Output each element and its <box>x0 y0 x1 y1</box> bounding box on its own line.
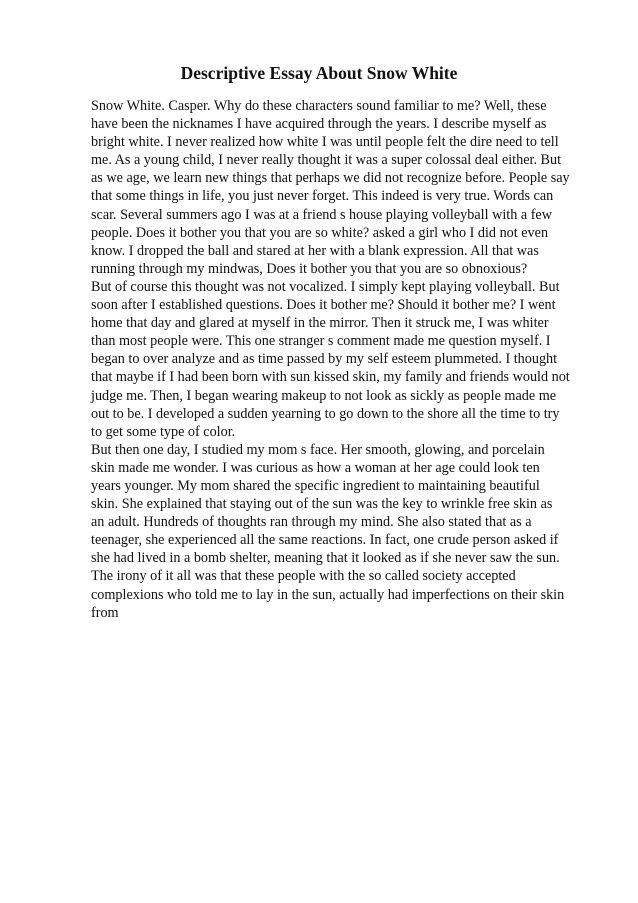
essay-title: Descriptive Essay About Snow White <box>180 63 458 83</box>
essay-line: an adult. Hundreds of thoughts ran through my mind. She also stated that as a <box>91 514 532 531</box>
essay-line: know. I dropped the ball and stared at her with a blank expression. All that was <box>91 242 539 259</box>
essay-line: from <box>91 604 119 621</box>
essay-line: judge me. Then, I began wearing makeup to not look as sickly as people made me <box>91 387 557 404</box>
essay-body <box>91 97 591 622</box>
essay-line: out to be. I developed a sudden yearning to go down to the shore all the time to try <box>91 405 560 422</box>
essay-line: soon after I established questions. Does it bother me? Should it bother me? I went <box>91 297 556 314</box>
essay-line: than most people were. This one stranger s comment made me question myself. I <box>91 333 551 350</box>
essay-line: running through my mindwas, Does it bother you that you are so obnoxious? <box>91 260 528 277</box>
essay-line: as we age, we learn new things that perhaps we did not recognize before. People say <box>91 170 570 187</box>
essay-line: to get some type of color. <box>91 423 236 440</box>
essay-line: But then one day, I studied my mom s face. Her smooth, glowing, and porcelain <box>91 441 545 458</box>
essay-line: complexions who told me to lay in the sun, actually had imperfections on their skin <box>91 586 565 603</box>
essay-line: skin. She explained that staying out of the sun was the key to wrinkle free skin as <box>91 496 553 513</box>
essay-line: The irony of it all was that these people with the so called society accepted <box>91 568 516 585</box>
essay-line: bright white. I never realized how white I was until people felt the dire need to tell <box>91 134 559 151</box>
essay-line: that some things in life, you just never forget. This indeed is very true. Words can <box>91 188 554 205</box>
essay-line: teenager, she experienced all the same reactions. In fact, one crude person asked if <box>91 532 559 549</box>
essay-line: began to over analyze and as time passed by my self esteem plummeted. I thought <box>91 351 558 368</box>
essay-line: home that day and glared at myself in the mirror. Then it struck me, I was whiter <box>91 315 549 332</box>
essay-line: she had lived in a bomb shelter, meaning that it looked as if she never saw the sun. <box>91 550 560 567</box>
essay-line: Snow White. Casper. Why do these characters sound familiar to me? Well, these <box>91 98 547 114</box>
essay-line: me. As a young child, I never really thought it was a super colossal deal either. But <box>91 152 562 169</box>
essay-line: scar. Several summers ago I was at a friend s house playing volleyball with a few <box>91 206 552 223</box>
essay-line: skin made me wonder. I was curious as how a woman at her age could look ten <box>91 459 540 476</box>
essay-line: But of course this thought was not vocalized. I simply kept playing volleyball. But <box>91 278 560 295</box>
essay-line: have been the nicknames I have acquired through the years. I describe myself as <box>91 116 547 133</box>
essay-line: people. Does it bother you that you are so white? asked a girl who I did not even <box>91 224 549 241</box>
essay-line: years younger. My mom shared the specific ingredient to maintaining beautiful <box>91 477 540 494</box>
essay-line: that maybe if I had been born with sun kissed skin, my family and friends would not <box>91 369 570 386</box>
